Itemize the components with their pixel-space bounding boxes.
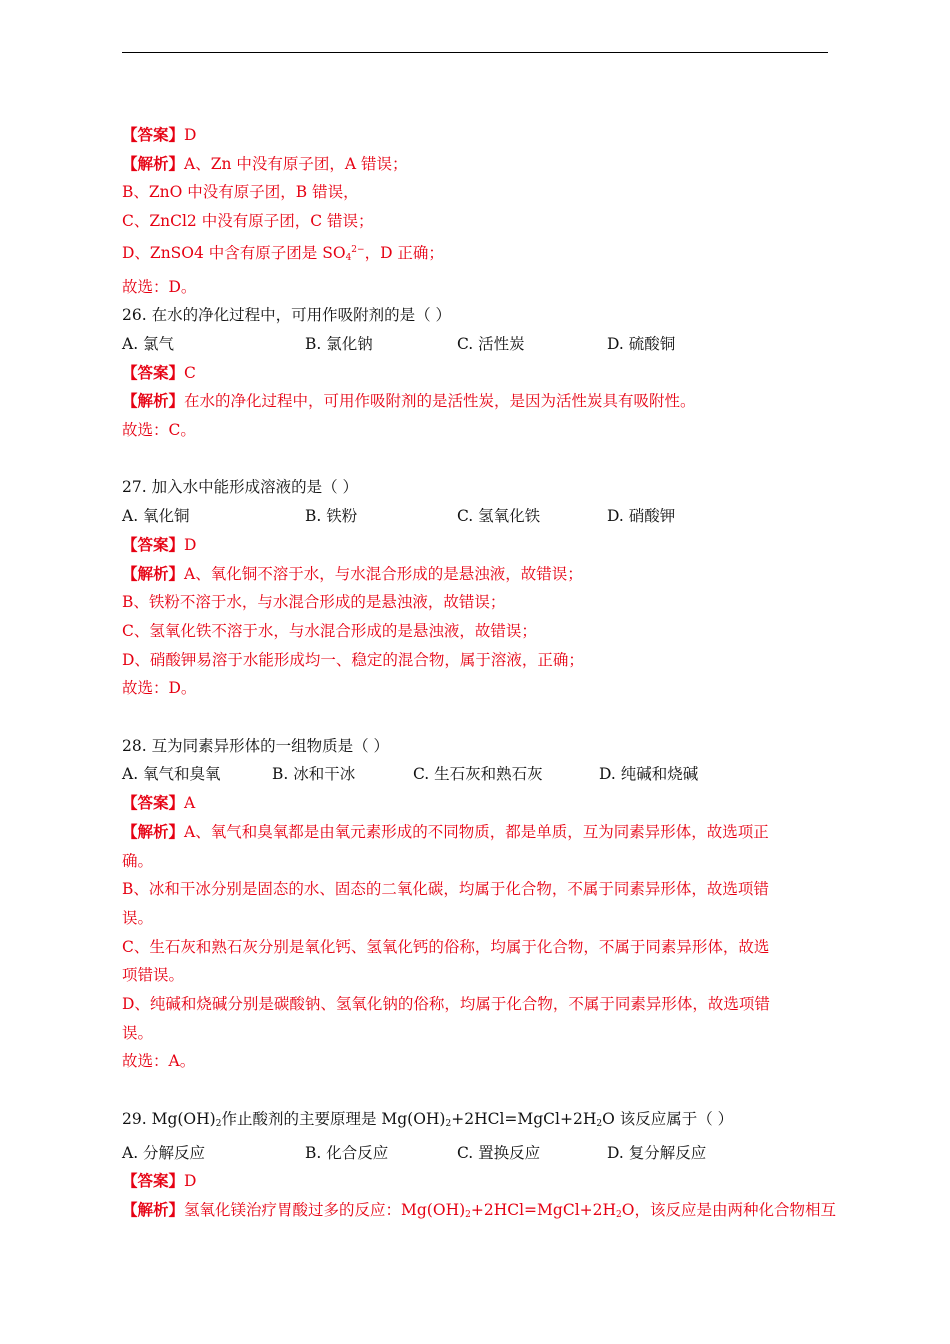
header-rule — [122, 52, 828, 53]
option-d: D. 硫酸铜 — [607, 334, 676, 353]
stem-text: +2HCl=MgCl+2H — [451, 1109, 597, 1128]
stem-text: O 该反应属于（ ） — [602, 1109, 734, 1128]
subscript: 4 — [345, 252, 352, 263]
q28-analysis-c-2: 项错误。 — [122, 966, 185, 985]
analysis-text: 氢氧化镁治疗胃酸过多的反应：Mg(OH) — [184, 1200, 466, 1219]
answer-label: 【答案】 — [122, 534, 185, 554]
answer-value: C — [184, 363, 196, 382]
answer-value: D — [184, 1172, 197, 1191]
spacer — [122, 703, 834, 732]
stem-text: 29. Mg(OH) — [122, 1109, 216, 1128]
stem-text: 作止酸剂的主要原理是 Mg(OH) — [221, 1109, 446, 1128]
spacer — [122, 1076, 834, 1105]
option-d: D. 复分解反应 — [607, 1143, 707, 1162]
q29-options — [122, 1139, 834, 1168]
q28-conclusion: 故选：A。 — [122, 1052, 196, 1071]
q27-analysis-a — [122, 560, 834, 589]
q25-analysis-c: C、ZnCl2 中没有原子团，C 错误； — [122, 212, 374, 231]
q28-stem: 28. 互为同素异形体的一组物质是（ ） — [122, 736, 390, 755]
subscript: 2 — [616, 1209, 622, 1220]
q29-analysis — [122, 1196, 834, 1230]
subscript: 2 — [445, 1118, 452, 1129]
option-a: A. 氧化铜 — [122, 507, 190, 526]
answer-value: A — [184, 794, 196, 813]
analysis-label: 【解析】 — [122, 391, 185, 411]
analysis-label: 【解析】 — [122, 563, 185, 583]
q26-analysis — [122, 387, 834, 416]
q25-analysis-d — [122, 236, 834, 273]
q27-conclusion: 故选：D。 — [122, 679, 197, 698]
option-a: A. 氧气和臭氧 — [122, 765, 221, 784]
analysis-text: +2HCl=MgCl+2H — [470, 1200, 617, 1219]
analysis-label: 【解析】 — [122, 1199, 185, 1219]
subscript: 2 — [596, 1118, 603, 1129]
q25-conclusion: 故选：D。 — [122, 277, 197, 296]
q26-answer — [122, 359, 834, 388]
q29-stem — [122, 1105, 834, 1139]
answer-label: 【答案】 — [122, 1171, 185, 1191]
q28-analysis-a-1 — [122, 818, 834, 847]
q26-conclusion: 故选：C。 — [122, 421, 196, 440]
q26-stem: 26. 在水的净化过程中，可用作吸附剂的是（ ） — [122, 306, 452, 325]
q29-answer — [122, 1167, 834, 1196]
analysis-text: A、氧化铜不溶于水，与水混合形成的是悬浊液，故错误； — [184, 564, 583, 583]
answer-value: D — [184, 126, 197, 144]
option-b: B. 冰和干冰 — [272, 765, 356, 784]
option-b: B. 氯化钠 — [305, 334, 373, 353]
q27-analysis-b: B、铁粉不溶于水，与水混合形成的是悬浊液，故错误； — [122, 593, 506, 612]
option-b: B. 铁粉 — [305, 507, 358, 526]
q28-analysis-a-2: 确。 — [122, 851, 154, 870]
document-body — [122, 121, 834, 1230]
analysis-text: D、ZnSO4 中含有原子团是 SO — [122, 243, 346, 262]
analysis-text: ，D 正确； — [364, 243, 444, 262]
superscript: 2− — [351, 244, 365, 255]
q27-analysis-c: C、氢氧化铁不溶于水，与水混合形成的是悬浊液，故错误； — [122, 621, 537, 640]
q27-analysis-d: D、硝酸钾易溶于水能形成均一、稳定的混合物，属于溶液，正确； — [122, 650, 584, 669]
answer-value: D — [184, 535, 197, 554]
q28-analysis-b-2: 误。 — [122, 908, 154, 927]
answer-label: 【答案】 — [122, 125, 185, 144]
q25-analysis-a — [122, 150, 834, 179]
option-c: C. 置换反应 — [457, 1143, 541, 1162]
q28-options — [122, 760, 834, 789]
q28-analysis-d-2: 误。 — [122, 1023, 154, 1042]
option-a: A. 分解反应 — [122, 1143, 206, 1162]
option-c: C. 活性炭 — [457, 334, 525, 353]
q27-stem: 27. 加入水中能形成溶液的是（ ） — [122, 478, 359, 497]
answer-label: 【答案】 — [122, 793, 185, 813]
q28-analysis-b-1: B、冰和干冰分别是固态的水、固态的二氧化碳，均属于化合物，不属于同素异形体，故选项错 — [122, 880, 769, 899]
option-c: C. 生石灰和熟石灰 — [413, 765, 543, 784]
q28-analysis-c-1: C、生石灰和熟石灰分别是氧化钙、氢氧化钙的俗称，均属于化合物，不属于同素异形体，故选 — [122, 937, 770, 956]
option-d: D. 硝酸钾 — [607, 507, 676, 526]
analysis-text: 在水的净化过程中，可用作吸附剂的是活性炭，是因为活性炭具有吸附性。 — [184, 392, 696, 411]
option-c: C. 氢氧化铁 — [457, 507, 541, 526]
analysis-label: 【解析】 — [122, 821, 185, 841]
q25-answer — [122, 121, 834, 150]
subscript: 2 — [465, 1209, 471, 1220]
analysis-text: O，该反应是由两种化合物相互 — [621, 1200, 836, 1219]
answer-label: 【答案】 — [122, 362, 185, 382]
q27-options — [122, 502, 834, 531]
option-a: A. 氯气 — [122, 334, 175, 353]
subscript: 2 — [215, 1118, 222, 1129]
analysis-label: 【解析】 — [122, 153, 185, 173]
analysis-text: A、Zn 中没有原子团，A 错误； — [184, 154, 408, 173]
q25-analysis-b: B、ZnO 中没有原子团，B 错误， — [122, 183, 359, 202]
option-d: D. 纯碱和烧碱 — [599, 765, 699, 784]
q28-analysis-d-1: D、纯碱和烧碱分别是碳酸钠、氢氧化钠的俗称，均属于化合物，不属于同素异形体，故选项错 — [122, 995, 770, 1014]
q27-answer — [122, 531, 834, 560]
analysis-text: A、氧气和臭氧都是由氧元素形成的不同物质，都是单质，互为同素异形体，故选项正 — [184, 822, 769, 841]
spacer — [122, 445, 834, 474]
q28-answer — [122, 789, 834, 818]
option-b: B. 化合反应 — [305, 1143, 389, 1162]
q26-options — [122, 330, 834, 359]
